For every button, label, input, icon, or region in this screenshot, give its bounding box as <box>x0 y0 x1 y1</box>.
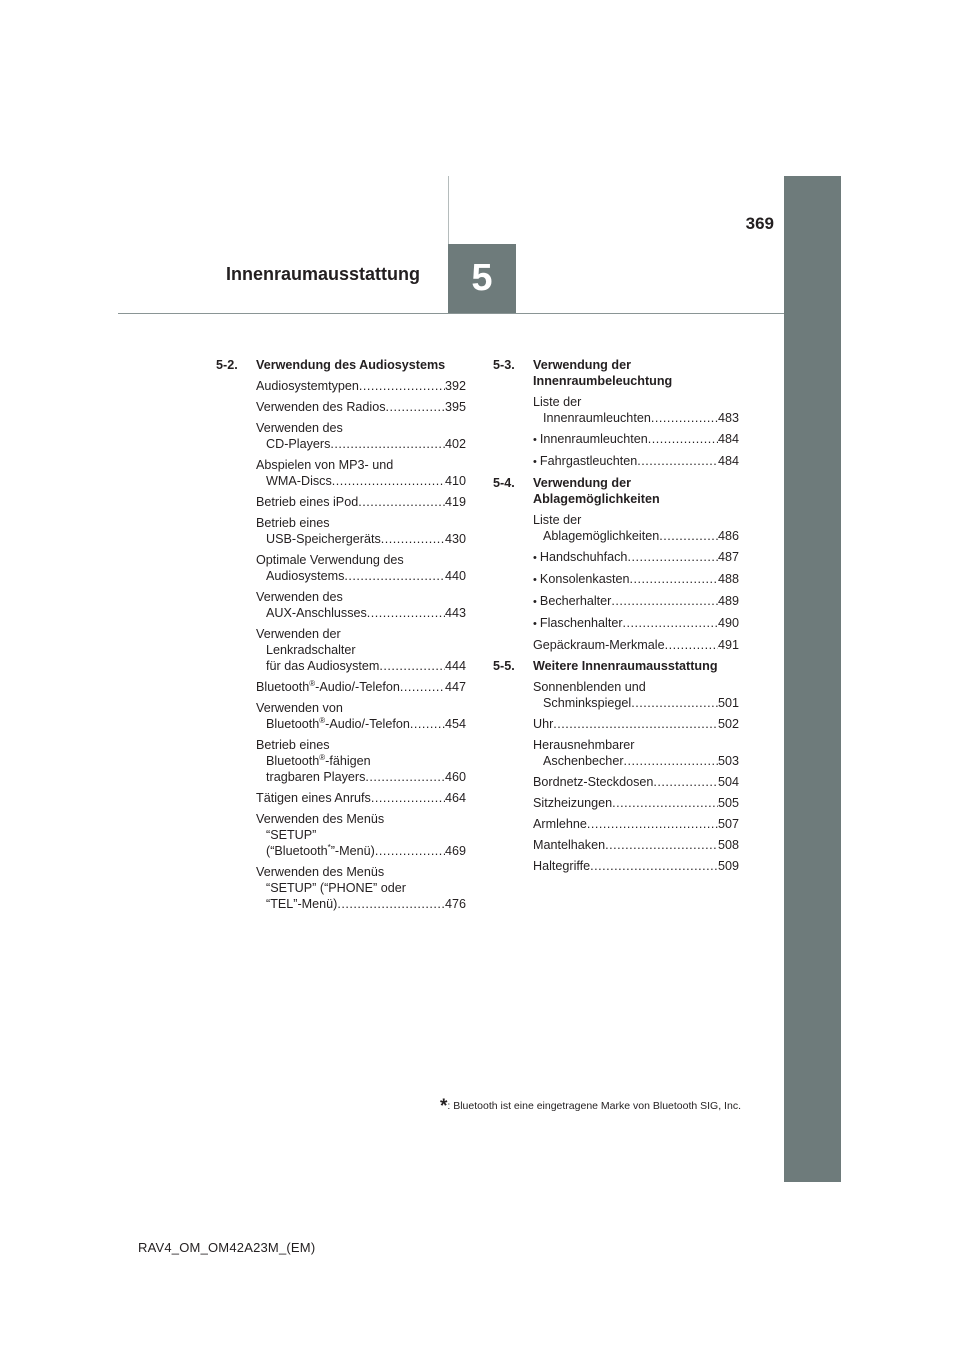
dot-leader <box>337 896 445 912</box>
toc-page-number: 491 <box>717 638 739 652</box>
toc-entry[interactable] <box>533 716 739 732</box>
toc-entry-leader-line <box>533 637 739 653</box>
toc-entry[interactable] <box>533 593 739 610</box>
toc-entry-title <box>533 774 653 790</box>
registered-mark: ® <box>309 678 316 688</box>
toc-entry-text: Handschuhfach <box>539 550 628 564</box>
toc-entry-title <box>256 605 367 621</box>
toc-entry[interactable] <box>256 679 466 695</box>
toc-page-number: 490 <box>717 616 739 630</box>
toc-entry[interactable] <box>256 515 466 547</box>
toc-entry-leader-line <box>533 753 739 769</box>
toc-entry-leader-line <box>533 774 739 790</box>
toc-entry-leader-line <box>533 837 739 853</box>
toc-section-title: Weitere Innenraumausstattung <box>533 659 718 673</box>
toc-entry-leader-line <box>256 896 466 912</box>
toc-section-title: Ablagemöglichkeiten <box>533 492 660 506</box>
toc-page-number: 392 <box>444 379 466 393</box>
toc-entry-line: Verwenden des Menüs <box>256 812 385 826</box>
toc-entry-line: Lenkradschalter <box>266 643 356 657</box>
toc-entry-line: Optimale Verwendung des <box>256 553 404 567</box>
registered-mark: ® <box>319 752 326 762</box>
toc-entry[interactable] <box>533 637 739 653</box>
toc-entry-text: tragbaren Players <box>266 770 366 784</box>
toc-entry-text: USB-Speichergeräts <box>266 532 381 546</box>
toc-page-number: 440 <box>444 569 466 583</box>
toc-entry[interactable] <box>533 571 739 588</box>
toc-entry-title <box>256 399 386 415</box>
dot-leader <box>659 528 718 544</box>
toc-entry-text: Bluetooth <box>266 754 320 768</box>
toc-entry-leader-line <box>256 769 466 785</box>
toc-entry[interactable] <box>533 394 739 426</box>
toc-entry-leader-line <box>533 795 739 811</box>
dot-leader <box>624 753 718 769</box>
toc-entry-title <box>256 473 332 489</box>
toc-entry-line: Betrieb eines <box>256 516 330 530</box>
toc-entry-title <box>533 410 651 426</box>
toc-entry-leader-line <box>256 568 466 584</box>
dot-leader <box>386 399 445 415</box>
dot-leader <box>379 658 445 674</box>
toc-page-number: 402 <box>444 437 466 451</box>
toc-entry-text: ”-Menü) <box>330 844 375 858</box>
asterisk-mark: * <box>327 842 331 852</box>
toc-entry-title <box>533 858 590 874</box>
toc-entry[interactable] <box>533 615 739 632</box>
toc-section-title: Verwendung der <box>533 476 631 490</box>
toc-page-number: 487 <box>717 550 739 564</box>
toc-entry[interactable] <box>256 378 466 394</box>
toc-entry[interactable] <box>256 589 466 621</box>
toc-page-number: 395 <box>444 400 466 414</box>
toc-entry[interactable] <box>256 790 466 806</box>
toc-page-number: 486 <box>717 529 739 543</box>
toc-entry-leader-line <box>533 593 739 610</box>
toc-page-number: 505 <box>717 796 739 810</box>
toc-entry-text: Bordnetz-Steckdosen <box>533 775 654 789</box>
toc-entry-text: Aschenbecher <box>543 754 624 768</box>
toc-entry-title <box>533 528 659 544</box>
toc-entry-title <box>533 593 611 610</box>
toc-entry[interactable] <box>533 858 739 874</box>
registered-mark: ® <box>319 715 326 725</box>
toc-section-heading <box>493 357 739 389</box>
toc-section-heading <box>493 658 739 674</box>
toc-entry-text: Ablagemöglichkeiten <box>543 529 660 543</box>
toc-entry-text: für das Audiosystem <box>266 659 380 673</box>
toc-page-number: 484 <box>717 432 739 446</box>
toc-entry-text: Mantelhaken <box>533 838 606 852</box>
toc-page-number: 469 <box>444 844 466 858</box>
toc-section-heading <box>216 357 466 373</box>
toc-page-number: 460 <box>444 770 466 784</box>
toc-entry-leader-line <box>533 695 739 711</box>
toc-page-number: 476 <box>444 897 466 911</box>
dot-leader <box>611 593 718 609</box>
header-divider-vertical <box>448 176 449 244</box>
toc-section-heading <box>493 475 739 507</box>
dot-leader <box>553 716 718 732</box>
toc-entry-leader-line <box>533 528 739 544</box>
dot-leader <box>358 494 445 510</box>
dot-leader <box>653 774 718 790</box>
toc-entry-line: Herausnehmbarer <box>533 738 635 752</box>
toc-entry-title <box>533 753 624 769</box>
toc-page-number: 501 <box>717 696 739 710</box>
toc-page-number: 503 <box>717 754 739 768</box>
toc-entry-leader-line <box>256 658 466 674</box>
toc-entry[interactable] <box>533 774 739 790</box>
toc-entry-title <box>256 679 400 695</box>
toc-entry-line: “SETUP” <box>266 828 317 842</box>
page-number: 369 <box>745 214 774 233</box>
toc-entry-leader-line <box>533 453 739 470</box>
footnote <box>393 1096 741 1118</box>
dot-leader <box>590 858 718 874</box>
toc-entry[interactable] <box>256 457 466 489</box>
toc-entry-text: Becherhalter <box>539 594 612 608</box>
toc-entry-leader-line <box>256 679 466 695</box>
toc-entry[interactable] <box>533 837 739 853</box>
toc-page-number: 444 <box>444 659 466 673</box>
toc-entry-leader-line <box>256 605 466 621</box>
dot-leader <box>332 473 445 489</box>
toc-entry-title <box>256 531 381 547</box>
toc-entry[interactable] <box>256 494 466 510</box>
bullet-icon: • <box>533 456 540 468</box>
dot-leader <box>630 571 718 587</box>
toc-entry-text: -fähigen <box>325 754 371 768</box>
bullet-icon: • <box>533 596 540 608</box>
toc-page-number: 488 <box>717 572 739 586</box>
toc-entry-line: “SETUP” (“PHONE” oder <box>266 881 406 895</box>
toc-entry-title <box>533 816 587 832</box>
toc-entry-title <box>533 637 665 653</box>
toc-entry-text: (“Bluetooth <box>266 844 328 858</box>
toc-entry-title <box>256 494 358 510</box>
toc-entry-leader-line <box>256 494 466 510</box>
dot-leader <box>623 615 718 631</box>
toc-entry-text: Bluetooth <box>266 717 320 731</box>
chapter-sidebar-tab <box>784 176 841 1182</box>
toc-page-number: 484 <box>717 454 739 468</box>
toc-entry-text: Innenraumleuchten <box>543 411 651 425</box>
dot-leader <box>665 637 718 653</box>
toc-entry-text: Fahrgastleuchten <box>539 454 638 468</box>
dot-leader <box>330 436 445 452</box>
dot-leader <box>631 695 718 711</box>
toc-entry-text: Armlehne <box>533 817 587 831</box>
toc-entry-title <box>256 790 371 806</box>
toc-entry-line: Abspielen von MP3- und <box>256 458 394 472</box>
dot-leader <box>612 795 718 811</box>
toc-entry-leader-line <box>256 473 466 489</box>
toc-entry[interactable] <box>533 549 739 566</box>
toc-entry-title <box>533 453 637 470</box>
toc-entry[interactable] <box>256 399 466 415</box>
toc-page-number: 454 <box>444 717 466 731</box>
toc-entry[interactable] <box>533 737 739 769</box>
dot-leader <box>365 769 445 785</box>
toc-page-number: 483 <box>717 411 739 425</box>
toc-entry-text: -Audio/-Telefon <box>315 680 400 694</box>
toc-section-number: 5-5. <box>493 659 515 673</box>
toc-entry-title <box>533 571 630 588</box>
toc-entry-text: Audiosystems <box>266 569 345 583</box>
toc-entry[interactable] <box>256 737 466 785</box>
toc-entry-text: Betrieb eines iPod <box>256 495 359 509</box>
toc-entry-text: Verwenden des Radios <box>256 400 386 414</box>
toc-entry-text: Tätigen eines Anrufs <box>256 791 371 805</box>
toc-entry-title <box>256 769 365 785</box>
toc-entry-leader-line <box>256 790 466 806</box>
bullet-icon: • <box>533 618 540 630</box>
toc-entry-text: Sitzheizungen <box>533 796 613 810</box>
toc-page-number: 504 <box>717 775 739 789</box>
toc-section-number: 5-3. <box>493 358 515 372</box>
toc-entry-text: Gepäckraum-Merkmale <box>533 638 665 652</box>
dot-leader <box>627 549 718 565</box>
dot-leader <box>400 679 445 695</box>
toc-entry-title <box>533 695 631 711</box>
dot-leader <box>381 531 445 547</box>
document-code: RAV4_OM_OM42A23M_(EM) <box>138 1240 316 1255</box>
toc-entry-text: WMA-Discs <box>266 474 332 488</box>
toc-entry[interactable] <box>533 453 739 470</box>
dot-leader <box>359 378 445 394</box>
toc-entry-text: Innenraumleuchten <box>539 432 648 446</box>
toc-entry-text: CD-Players <box>266 437 331 451</box>
toc-entry-leader-line <box>533 615 739 632</box>
dot-leader <box>367 605 445 621</box>
toc-page-number: 419 <box>444 495 466 509</box>
toc-page-number: 489 <box>717 594 739 608</box>
toc-entry-title <box>533 837 605 853</box>
dot-leader <box>375 843 445 859</box>
toc-entry-title <box>256 896 337 912</box>
toc-section-number: 5-4. <box>493 476 515 490</box>
dot-leader <box>637 453 718 469</box>
chapter-number-box: 5 <box>448 244 516 313</box>
toc-section-title: Verwendung des Audiosystems <box>256 358 446 372</box>
toc-entry[interactable] <box>533 816 739 832</box>
toc-entry-leader-line <box>256 531 466 547</box>
toc-entry-text: -Audio/-Telefon <box>325 717 410 731</box>
toc-entry-text: “TEL”-Menü) <box>266 897 338 911</box>
toc-page-number: 430 <box>444 532 466 546</box>
toc-entry[interactable] <box>256 420 466 452</box>
toc-page-number: 509 <box>717 859 739 873</box>
dot-leader <box>587 816 718 832</box>
header-divider-horizontal <box>118 313 784 314</box>
toc-entry[interactable] <box>256 811 466 859</box>
toc-entry-leader-line <box>533 858 739 874</box>
toc-entry-leader-line <box>533 571 739 588</box>
toc-entry-line: Verwenden des <box>256 590 343 604</box>
dot-leader <box>371 790 445 806</box>
toc-entry-text: Bluetooth <box>256 680 310 694</box>
toc-entry[interactable] <box>256 864 466 912</box>
toc-page-number: 502 <box>717 717 739 731</box>
toc-entry-title <box>256 568 344 584</box>
toc-entry-leader-line <box>533 549 739 566</box>
toc-entry-leader-line <box>256 436 466 452</box>
bullet-icon: • <box>533 434 540 446</box>
toc-page-number: 507 <box>717 817 739 831</box>
toc-entry[interactable] <box>256 700 466 732</box>
bullet-icon: • <box>533 574 540 586</box>
toc-entry-title <box>256 658 379 674</box>
toc-section-number: 5-2. <box>216 358 238 372</box>
toc-entry-title <box>533 549 627 566</box>
toc-entry-leader-line <box>256 399 466 415</box>
toc-entry-text: Flaschenhalter <box>539 616 623 630</box>
toc-page-number: 443 <box>444 606 466 620</box>
toc-entry-line: Liste der <box>533 395 582 409</box>
toc-entry[interactable] <box>533 679 739 711</box>
toc-entry-line: Verwenden der <box>256 627 341 641</box>
toc-entry-line <box>256 753 466 769</box>
dot-leader <box>410 716 445 732</box>
toc-entry-title <box>256 436 330 452</box>
toc-entry-line: Verwenden des Menüs <box>256 865 385 879</box>
dot-leader <box>605 837 718 853</box>
toc-entry-line: Liste der <box>533 513 582 527</box>
chapter-title: Innenraumausstattung <box>226 264 421 284</box>
toc-entry-leader-line <box>533 410 739 426</box>
toc-entry[interactable] <box>533 512 739 544</box>
dot-leader <box>648 431 718 447</box>
toc-entry-line: Verwenden von <box>256 701 343 715</box>
toc-entry[interactable] <box>533 431 739 448</box>
dot-leader <box>651 410 718 426</box>
toc-entry-leader-line <box>256 378 466 394</box>
toc-entry-leader-line <box>256 716 466 732</box>
toc-entry-title <box>533 615 623 632</box>
toc-entry-title <box>256 843 375 859</box>
toc-entry-line: Sonnenblenden und <box>533 680 646 694</box>
toc-entry-title <box>533 795 612 811</box>
toc-page-number: 464 <box>444 791 466 805</box>
toc-entry-leader-line <box>533 716 739 732</box>
toc-entry-leader-line <box>256 843 466 859</box>
toc-entry[interactable] <box>533 795 739 811</box>
toc-entry-text: AUX-Anschlusses <box>266 606 367 620</box>
toc-entry-text: Uhr <box>533 717 554 731</box>
toc-entry-text: Haltegriffe <box>533 859 591 873</box>
dot-leader <box>344 568 445 584</box>
toc-entry-text: Audiosystemtypen <box>256 379 359 393</box>
toc-entry-text: Schminkspiegel <box>543 696 632 710</box>
toc-entry-title <box>256 378 359 394</box>
toc-entry-line: Verwenden des <box>256 421 343 435</box>
toc-entry-title <box>256 716 410 732</box>
toc-entry-title <box>533 431 648 448</box>
toc-page-number: 447 <box>444 680 466 694</box>
toc-entry-line: Betrieb eines <box>256 738 330 752</box>
toc-page-number: 410 <box>444 474 466 488</box>
toc-page-number: 508 <box>717 838 739 852</box>
toc-entry-leader-line <box>533 431 739 448</box>
footnote-text: : Bluetooth ist eine eingetragene Marke von Bluetooth SIG, Inc. <box>447 1100 741 1112</box>
toc-entry[interactable] <box>256 626 466 674</box>
toc-entry-title <box>533 716 553 732</box>
toc-entry-text: Konsolenkasten <box>539 572 630 586</box>
bullet-icon: • <box>533 552 540 564</box>
toc-entry-leader-line <box>533 816 739 832</box>
footnote-star: * <box>439 1096 448 1117</box>
toc-column-right <box>493 357 739 879</box>
toc-column-left <box>216 357 466 917</box>
toc-entry[interactable] <box>256 552 466 584</box>
toc-section-title: Innenraumbeleuchtung <box>533 374 673 388</box>
toc-section-title: Verwendung der <box>533 358 631 372</box>
